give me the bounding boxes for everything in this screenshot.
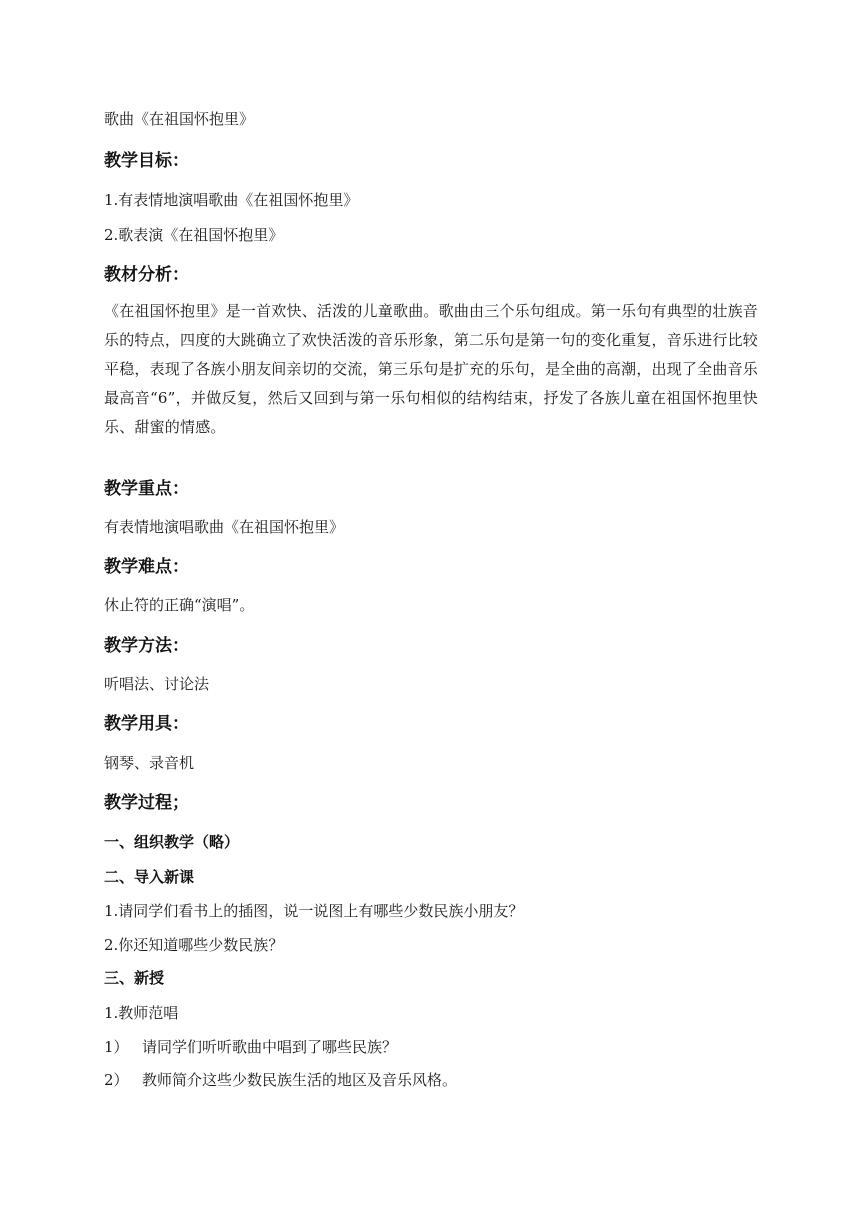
step-1-heading: 一、组织教学（略） (104, 833, 240, 851)
sub-item-number: 2） (104, 1071, 129, 1089)
teaching-difficulty-text: 休止符的正确“演唱”。 (104, 596, 255, 614)
teaching-process-heading: 教学过程； (104, 793, 189, 813)
goal-item-2: 2.歌表演《在祖国怀抱里》 (104, 226, 284, 244)
sub-item-number: 1） (104, 1038, 129, 1056)
step-3-heading: 三、新授 (104, 969, 165, 987)
step-2-item-1: 1.请同学们看书上的插图，说一说图上有哪些少数民族小朋友？ (104, 902, 524, 920)
teaching-difficulty-heading: 教学难点： (104, 557, 189, 577)
material-analysis-heading: 教材分析： (104, 265, 189, 285)
step-2-item-2: 2.你还知道哪些少数民族？ (104, 936, 284, 954)
material-analysis-paragraph: 《在祖国怀抱里》是一首欢快、活泼的儿童歌曲。歌曲由三个乐句组成。第一乐句有典型的壮族音乐的特点，四度的大跳确立了欢快活泼的音乐形象，第二乐句是第一句的变化重复，音乐进行比较平稳，表现了各族小朋友间亲切的交流，第三乐句是扩充的乐句，是全曲的高潮，出现了全曲音乐最高音“6”，并做反复，然后又回到与第一乐句相似的结构结束，抒发了各族儿童在祖国怀抱里快乐、甜蜜的情感。 (104, 302, 758, 436)
goal-item-1: 1.有表情地演唱歌曲《在祖国怀抱里》 (104, 191, 359, 209)
teaching-method-heading: 教学方法： (104, 636, 189, 656)
teaching-focus-heading: 教学重点： (104, 479, 189, 499)
step-3-item-1: 1.教师范唱 (104, 1004, 179, 1022)
step-3-sub-item-2 (104, 1070, 457, 1090)
teaching-goals-heading: 教学目标： (104, 151, 189, 171)
sub-item-text: 请同学们听听歌曲中唱到了哪些民族？ (142, 1038, 398, 1056)
step-3-sub-item-1 (104, 1037, 397, 1057)
teaching-method-text: 听唱法、讨论法 (104, 675, 210, 693)
song-title-line: 歌曲《在祖国怀抱里》 (104, 110, 255, 128)
step-2-heading: 二、导入新课 (104, 868, 195, 886)
sub-item-text: 教师简介这些少数民族生活的地区及音乐风格。 (142, 1071, 458, 1089)
teaching-tools-text: 钢琴、录音机 (104, 754, 195, 772)
teaching-tools-heading: 教学用具： (104, 714, 189, 734)
teaching-focus-text: 有表情地演唱歌曲《在祖国怀抱里》 (104, 518, 345, 536)
